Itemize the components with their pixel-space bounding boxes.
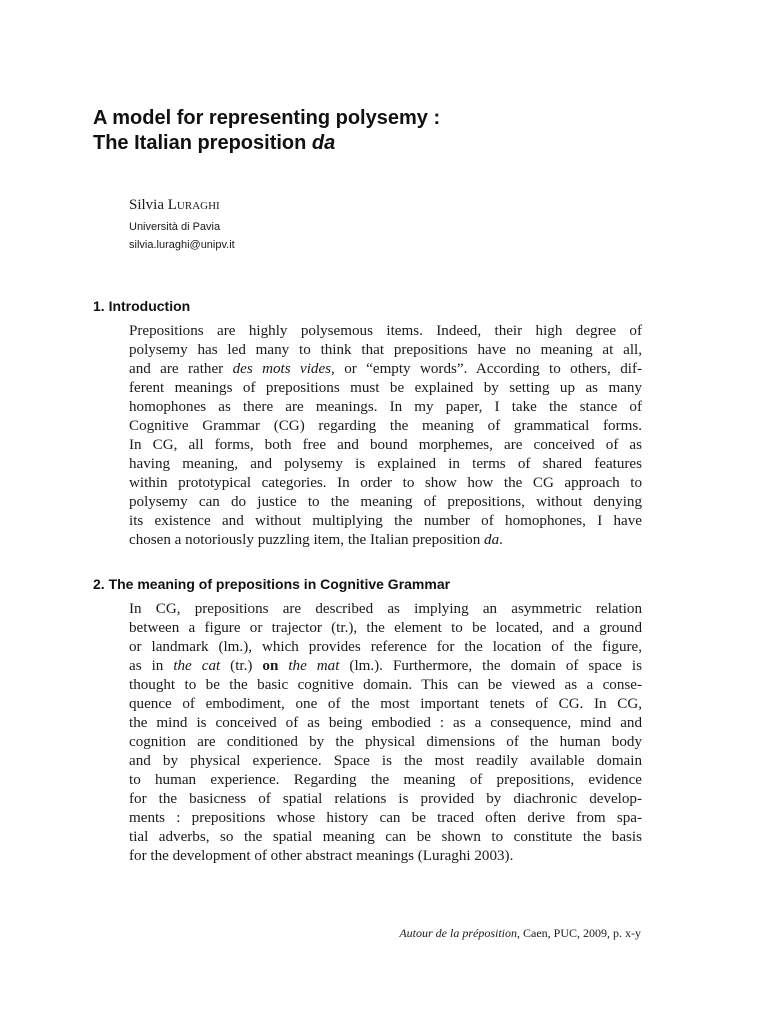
text-line: [129, 474, 642, 493]
text-run: quence of embodiment, one of the most important tenets of CG. In CG,: [129, 696, 642, 712]
text-run: and by physical experience. Space is the most readily available domain: [129, 753, 642, 769]
text-run: Cognitive Grammar (CG) regarding the meaning of grammatical forms.: [129, 418, 642, 434]
footer-publication-info: , Caen, PUC, 2009, p. x-y: [517, 926, 641, 940]
text-line: [129, 455, 642, 474]
text-line: [129, 493, 642, 512]
text-line: [129, 657, 642, 676]
text-line: [129, 809, 642, 828]
section-2-body: [129, 600, 642, 866]
paper-title: [93, 106, 440, 156]
text-run: within prototypical categories. In order to show how the CG approach to: [129, 475, 642, 491]
text-line: [129, 360, 642, 379]
italic-run: the mat: [288, 658, 340, 674]
bold-run: on: [262, 658, 279, 674]
text-run: between a figure or trajector (tr.), the element to be located, and a ground: [129, 620, 642, 636]
text-line: [129, 531, 642, 550]
text-run: for the development of other abstract meanings (Luraghi 2003).: [129, 848, 514, 864]
text-line: [129, 847, 642, 866]
text-run: .: [499, 532, 503, 548]
text-line: [129, 752, 642, 771]
text-line: [129, 379, 642, 398]
text-line: [129, 512, 642, 531]
text-run: or landmark (lm.), which provides reference for the location of the figure,: [129, 639, 642, 655]
text-run: thought to be the basic cognitive domain. This can be viewed as a conse-: [129, 677, 642, 693]
title-line-1: A model for representing polysemy :: [93, 107, 441, 129]
section-1-body: [129, 322, 642, 550]
text-line: [129, 417, 642, 436]
section-2-heading: 2. The meaning of prepositions in Cognitive Grammar: [93, 576, 451, 592]
text-run: In CG, all forms, both free and bound morphemes, are conceived of as: [129, 437, 642, 453]
text-line: [129, 695, 642, 714]
text-run: (tr.): [220, 658, 263, 674]
text-line: [129, 733, 642, 752]
text-run: for the basicness of spatial relations is provided by diachronic develop-: [129, 791, 642, 807]
section-1-heading: 1. Introduction: [93, 298, 191, 314]
text-line: [129, 714, 642, 733]
text-run: [278, 658, 288, 674]
text-line: [129, 398, 642, 417]
text-line: [129, 322, 642, 341]
text-run: having meaning, and polysemy is explained in terms of shared features: [129, 456, 642, 472]
text-run: (lm.). Furthermore, the domain of space is: [339, 658, 642, 674]
text-line: [129, 676, 642, 695]
title-line-2-italic: da: [311, 132, 336, 154]
author-name: [129, 195, 235, 215]
author-email: silvia.luraghi@unipv.it: [129, 239, 235, 251]
text-run: and are rather: [129, 361, 233, 377]
author-first-name: Silvia: [129, 197, 168, 213]
footer-book-title: Autour de la préposition: [399, 926, 517, 940]
text-run: In CG, prepositions are described as implying an asymmetric relation: [129, 601, 642, 617]
text-run: ferent meanings of prepositions must be explained by setting up as many: [129, 380, 642, 396]
text-line: [129, 600, 642, 619]
text-run: homophones as there are meanings. In my paper, I take the stance of: [129, 399, 642, 415]
text-run: Prepositions are highly polysemous items. Indeed, their high degree of: [129, 323, 642, 339]
italic-run: da: [484, 532, 500, 548]
page-footer: [399, 925, 641, 941]
text-run: tial adverbs, so the spatial meaning can be shown to constitute the basis: [129, 829, 642, 845]
text-run: , or “empty words”. According to others, dif-: [331, 361, 642, 377]
italic-run: des mots vides: [232, 361, 332, 377]
text-line: [129, 341, 642, 360]
text-run: polysemy can do justice to the meaning of prepositions, without denying: [129, 494, 642, 510]
author-last-name: Luraghi: [167, 197, 220, 213]
text-line: [129, 771, 642, 790]
text-run: polysemy has led many to think that prepositions have no meaning at all,: [129, 342, 642, 358]
text-run: to human experience. Regarding the meaning of prepositions, evidence: [129, 772, 642, 788]
text-line: [129, 638, 642, 657]
text-run: its existence and without multiplying the number of homophones, I have: [129, 513, 642, 529]
title-line-2-text: The Italian preposition: [93, 132, 312, 154]
text-run: cognition are conditioned by the physical dimensions of the human body: [129, 734, 642, 750]
author-block: [129, 195, 235, 253]
title-line-2: [93, 131, 440, 156]
author-affiliation: Università di Pavia: [129, 221, 221, 233]
text-run: ments : prepositions whose history can be traced often derive from spa-: [129, 810, 642, 826]
text-run: chosen a notoriously puzzling item, the Italian preposition: [129, 532, 485, 548]
text-line: [129, 619, 642, 638]
text-run: as in: [129, 658, 174, 674]
text-line: [129, 790, 642, 809]
text-line: [129, 828, 642, 847]
italic-run: the cat: [173, 658, 221, 674]
text-run: the mind is conceived of as being embodied : as a consequence, mind and: [129, 715, 642, 731]
text-line: [129, 436, 642, 455]
